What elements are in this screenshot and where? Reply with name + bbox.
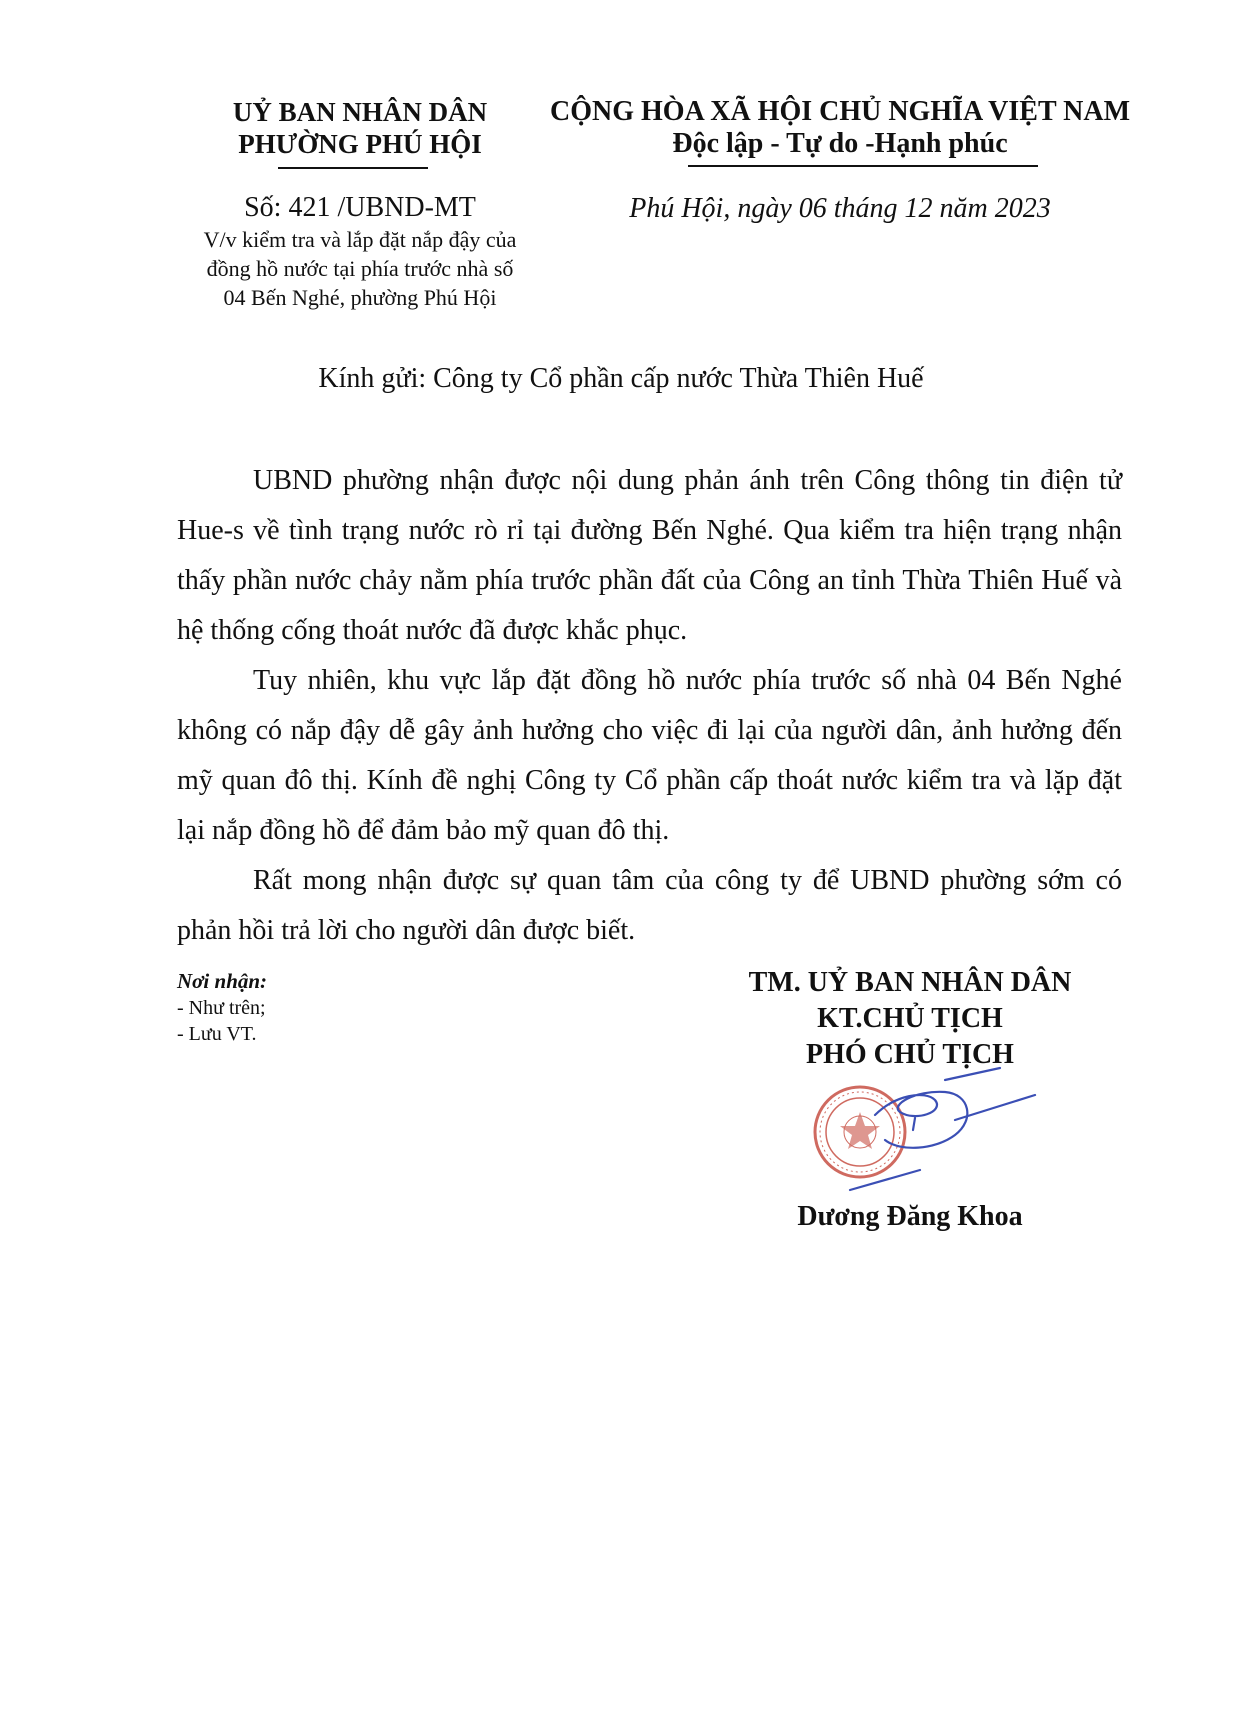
document-subject (165, 225, 555, 312)
authority-underline (278, 167, 428, 169)
recipient-item: - Lưu VT. (177, 1023, 257, 1045)
signer-name: Dương Đăng Khoa (797, 1201, 1023, 1232)
seal-and-signature (805, 1060, 1065, 1210)
issuing-authority-line2: PHƯỜNG PHÚ HỘI (238, 129, 482, 159)
issuing-authority (180, 96, 540, 160)
subject-line2: đồng hồ nước tại phía trước nhà số (206, 256, 514, 281)
official-seal-icon (815, 1087, 905, 1177)
signature-line2: KT.CHỦ TỊCH (817, 1003, 1003, 1034)
signature-stroke-icon (850, 1068, 1035, 1190)
signature-block (700, 965, 1120, 1073)
body-paragraph-1: UBND phường nhận được nội dung phản ánh trên Công thông tin điện tử Hue-s về tình trạng nước rò rỉ tại đường Bến Nghé. Qua kiểm tra hiện trạng nhận thấy phần nước chảy nằm phía trước phần đất của Công an tỉnh Thừa Thiên Huế và hệ thống cống thoát nước đã được khắc phục. (177, 465, 1122, 646)
signature-line1: TM. UỶ BAN NHÂN DÂN (748, 967, 1072, 998)
subject-line3: 04 Bến Nghé, phường Phú Hội (223, 285, 497, 310)
national-header (545, 96, 1135, 160)
date-line: Phú Hội, ngày 06 tháng 12 năm 2023 (629, 193, 1051, 224)
recipient-line: Kính gửi: Công ty Cổ phần cấp nước Thừa Thiên Huế (318, 363, 924, 394)
national-motto: Độc lập - Tự do -Hạnh phúc (672, 128, 1008, 159)
issuing-authority-line1: UỶ BAN NHÂN DÂN (232, 97, 488, 127)
motto-underline (688, 165, 1038, 167)
recipients-title: Nơi nhận: (177, 969, 268, 993)
body-paragraph-2: Tuy nhiên, khu vực lắp đặt đồng hồ nước phía trước số nhà 04 Bến Nghé không có nắp đậy dễ gây ảnh hưởng cho việc đi lại của người dân, ảnh hưởng đến mỹ quan đô thị. Kính đề nghị Công ty Cổ phần cấp thoát nước kiểm tra và lặp đặt lại nắp đồng hồ để đảm bảo mỹ quan đô thị. (177, 665, 1122, 846)
recipient-item: - Như trên; (177, 997, 266, 1019)
signature-line3: PHÓ CHỦ TỊCH (806, 1039, 1014, 1070)
subject-line1: V/v kiểm tra và lắp đặt nắp đậy của (203, 227, 517, 252)
body-paragraph-3: Rất mong nhận được sự quan tâm của công ty để UBND phường sớm có phản hồi trả lời cho người dân được biết. (177, 865, 1122, 946)
national-title: CỘNG HÒA XÃ HỘI CHỦ NGHĨA VIỆT NAM (549, 96, 1131, 127)
document-number: Số: 421 /UBND-MT (244, 192, 476, 223)
